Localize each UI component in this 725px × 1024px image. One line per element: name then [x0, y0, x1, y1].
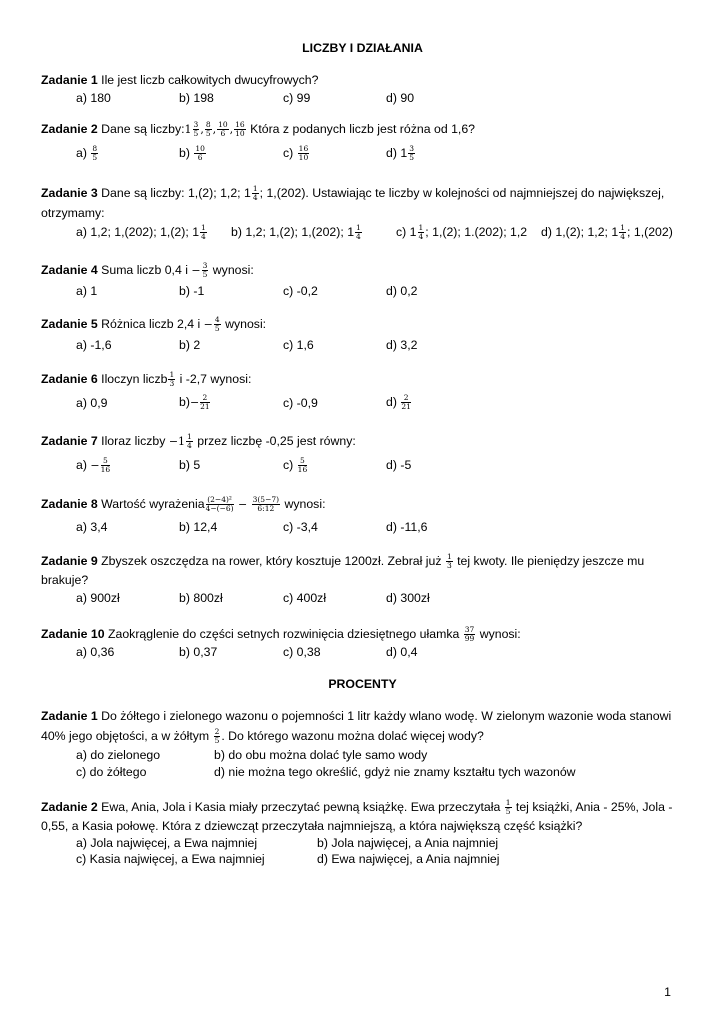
answer-d: d) 300zł	[386, 591, 430, 605]
answer-b: b) 2	[179, 338, 201, 352]
answer-a: a) − $\frac{5}{16}$	[76, 456, 111, 474]
answer-c: c) 400zł	[283, 591, 327, 605]
answer-b: b) 800zł	[179, 591, 223, 605]
answer-d: d) 1,(2); 1,2; 1 $\frac{1}{4}$ ; 1,(202)	[541, 223, 673, 241]
answer-a: a) do zielonego	[76, 748, 161, 762]
answer-c: c) -0,9	[283, 396, 318, 410]
answer-b: b)− $\frac{2}{21}$	[179, 393, 210, 411]
question-label: Zadanie 8	[41, 496, 98, 511]
answer-c: c) 99	[283, 91, 311, 105]
answer-a: a) 0,36	[76, 645, 115, 659]
question-3: Zadanie 3 Dane są liczby: 1,(2); 1,2; 1 $\frac{1}{4}$ ; 1,(202). Ustawiając te liczby w kolejności od najmniejszej do największej,	[41, 184, 665, 202]
question-9: Zadanie 9 Zbyszek oszczędza na rower, który kosztuje 1200zł. Zebrał już $\frac{1}{3}$ tej kwoty. Ile pieniędzy jeszcze mu	[41, 552, 645, 570]
answer-b: b) Jola najwięcej, a Ania najmniej	[317, 836, 499, 850]
fraction: $\frac{2}{5}$	[214, 727, 220, 745]
fraction: $\frac{4}{5}$	[214, 315, 220, 333]
answer-d: d) 0,4	[386, 645, 418, 659]
answer-d: d) 90	[386, 91, 415, 105]
answer-d: d) nie można tego określić, gdyż nie znamy kształtu tych wazonów	[214, 765, 576, 779]
answer-a: a) 3,4	[76, 520, 108, 534]
question-3-cont: otrzymamy:	[41, 206, 105, 220]
answer-b: b) 5	[179, 458, 201, 472]
answer-a: a) 1	[76, 284, 98, 298]
fraction: $\frac{1}{4}$	[187, 432, 192, 450]
answer-b: b) -1	[179, 284, 205, 298]
answer-a: a) Jola najwięcej, a Ewa najmniej	[76, 836, 258, 850]
percent-question-1-cont: 40% jego objętości, a w żółtym $\frac{2}{5}$ . Do którego wazonu można dolać więcej wody?	[41, 727, 484, 745]
fraction: $\frac{3}{5}$	[202, 261, 208, 279]
question-5: Zadanie 5 Różnica liczb 2,4 i − $\frac{4}{5}$ wynosi:	[41, 315, 267, 333]
question-4: Zadanie 4 Suma liczb 0,4 i − $\frac{3}{5}$ wynosi:	[41, 261, 254, 279]
answer-d: d) 0,2	[386, 284, 418, 298]
question-label: Zadanie 10	[41, 626, 105, 641]
page-number: 1	[664, 985, 671, 999]
fraction: $\frac{\text{(2−4)²}}{4-(-6)}$	[205, 495, 234, 513]
fraction: $\frac{1}{3}$	[169, 370, 175, 388]
fraction: $\frac{1}{3}$	[446, 552, 452, 570]
answer-a: a) $\frac{8}{5}$	[76, 144, 98, 162]
answer-d: d) -11,6	[386, 520, 428, 534]
answer-a: a) 1,2; 1,(202); 1,(2); 1 $\frac{1}{4}$	[76, 223, 206, 241]
answer-c: c) 0,38	[283, 645, 321, 659]
question-9-cont: brakuje?	[41, 573, 89, 587]
question-label: Zadanie 3	[41, 185, 98, 200]
section-title-percent: PROCENTY	[328, 677, 397, 691]
fraction: $\frac{1}{5}$	[505, 798, 511, 816]
answer-c: c) -3,4	[283, 520, 318, 534]
answer-b: b) do obu można dolać tyle samo wody	[214, 748, 428, 762]
fraction: $\frac{16}{10}$	[235, 120, 245, 138]
question-label: Zadanie 9	[41, 553, 98, 568]
question-7: Zadanie 7 Iloraz liczby −1 $\frac{1}{4}$ przez liczbę -0,25 jest równy:	[41, 432, 356, 450]
question-8: Zadanie 8 Wartość wyrażenia $\frac{\text{(2−4)²}}{4-(-6)}$ − $\frac{3(5-7)}{6:12}$ wynosi:	[41, 495, 326, 513]
answer-c: c) 1 $\frac{1}{4}$ ; 1,(2); 1.(202); 1,2	[396, 223, 528, 241]
question-text: Która z podanych liczb jest różna od 1,6?	[246, 121, 476, 136]
answer-c: c) do żółtego	[76, 765, 147, 779]
question-6: Zadanie 6 Iloczyn liczb $\frac{1}{3}$ i -2,7 wynosi:	[41, 370, 252, 388]
question-label: Zadanie 7	[41, 433, 98, 448]
fraction: $\frac{8}{5}$	[205, 120, 211, 138]
question-text: Ile jest liczb całkowitych dwucyfrowych?	[97, 73, 319, 87]
fraction: $\frac{10}{6}$	[218, 120, 228, 138]
section-title-numbers: LICZBY I DZIAŁANIA	[302, 41, 423, 55]
answer-d: d) 1 $\frac{3}{5}$	[386, 144, 414, 162]
percent-question-2: Zadanie 2 Ewa, Ania, Jola i Kasia miały przeczytać pewną książkę. Ewa przeczytała $\frac{1}{5}$ tej książki, Ania - 25%, Jola -	[41, 798, 673, 816]
question-1	[41, 73, 318, 87]
answer-a: a) 180	[76, 91, 111, 105]
answer-d: d) -5	[386, 458, 412, 472]
question-label: Zadanie 1	[41, 73, 98, 87]
question-label: Zadanie 5	[41, 316, 98, 331]
answer-c: c) 1,6	[283, 338, 314, 352]
fraction: $\frac{3(5-7)}{6:12}$	[252, 495, 280, 513]
question-label: Zadanie 2	[41, 121, 98, 136]
answer-d: d) Ewa najwięcej, a Ania najmniej	[317, 852, 500, 866]
question-label: Zadanie 1	[41, 709, 98, 723]
answer-c: c) $\frac{5}{16}$	[283, 456, 308, 474]
question-label: Zadanie 2	[41, 799, 98, 814]
answer-a: a) -1,6	[76, 338, 112, 352]
question-label: Zadanie 4	[41, 262, 98, 277]
question-text: Dane są liczby:	[97, 121, 185, 136]
question-10: Zadanie 10 Zaokrąglenie do części setnych rozwinięcia dziesiętnego ułamka $\frac{37}{99}$ wynosi:	[41, 625, 521, 643]
fraction: $\frac{1}{4}$	[252, 184, 258, 202]
answer-d: d) 3,2	[386, 338, 418, 352]
answer-b: b) 0,37	[179, 645, 218, 659]
answer-a: a) 900zł	[76, 591, 120, 605]
question-text: Dane są liczby: 1,(2); 1,2; 1	[97, 185, 251, 200]
percent-question-2-cont: 0,55, a Kasia połowę. Która z dziewcząt przeczytała najmniejszą, a która największą część książki?	[41, 819, 583, 833]
answer-c: c) $\frac{16}{10}$	[283, 144, 309, 162]
answer-c: c) -0,2	[283, 284, 318, 298]
answer-a: a) 0,9	[76, 396, 108, 410]
answer-b: b) $\frac{10}{6}$	[179, 144, 205, 162]
answer-b: b) 1,2; 1,(2); 1,(202); 1 $\frac{1}{4}$	[231, 223, 361, 241]
answer-c: c) Kasia najwięcej, a Ewa najmniej	[76, 852, 265, 866]
question-label: Zadanie 6	[41, 371, 98, 386]
percent-question-1: Zadanie 1 Do żółtego i zielonego wazonu o pojemności 1 litr każdy wlano wodę. W zielonym wazonie woda stanowi	[41, 709, 672, 723]
fraction: $\frac{3}{5}$	[193, 120, 199, 138]
answer-d: d) $\frac{2}{21}$	[386, 393, 411, 411]
answer-b: b) 12,4	[179, 520, 218, 534]
fraction: $\frac{37}{99}$	[464, 625, 475, 643]
question-2: Zadanie 2 Dane są liczby:1 $\frac{3}{5}$ , $\frac{8}{5}$ , $\frac{10}{6}$ , $\frac{16}{10}$ Która z podanych liczb jest różna od 1,6?	[41, 120, 476, 138]
answer-b: b) 198	[179, 91, 214, 105]
